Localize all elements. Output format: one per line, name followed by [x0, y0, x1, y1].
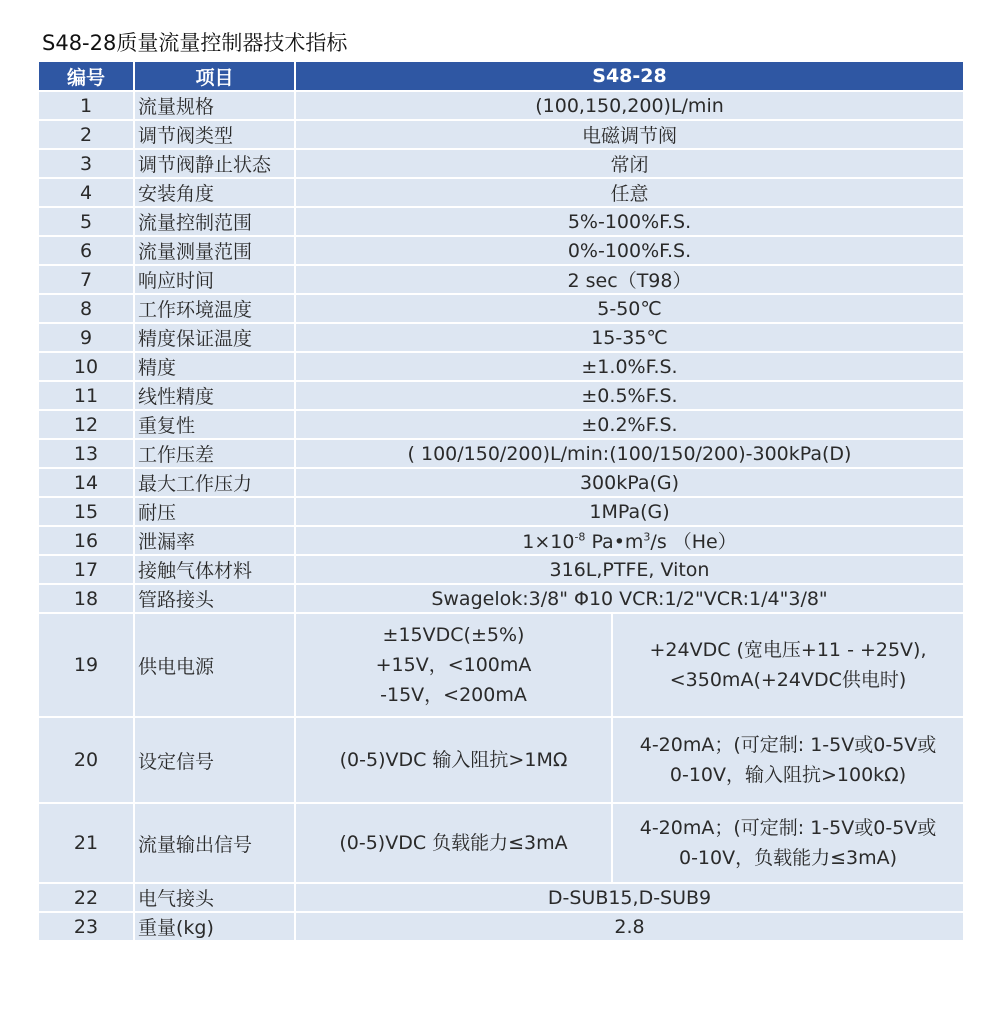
table-row — [38, 265, 964, 294]
row-number: 14 — [38, 468, 134, 497]
row-item: 响应时间 — [134, 265, 295, 294]
row-value: 5-50℃ — [295, 294, 964, 323]
row-value: ( 100/150/200)L/min:(100/150/200)-300kPa(D) — [295, 439, 964, 468]
table-row — [38, 439, 964, 468]
row-number: 21 — [38, 803, 134, 883]
table-row — [38, 803, 964, 883]
value-line: 0-10V，输入阻抗>100kΩ) — [669, 764, 907, 786]
value-line: +24VDC (宽电压+11 - +25V), — [649, 639, 927, 661]
row-number: 9 — [38, 323, 134, 352]
row-item: 重量(kg) — [134, 912, 295, 941]
row-value: 2.8 — [295, 912, 964, 941]
row-item: 流量规格 — [134, 91, 295, 120]
row-number: 4 — [38, 178, 134, 207]
row-value: (100,150,200)L/min — [295, 91, 964, 120]
row-item: 流量控制范围 — [134, 207, 295, 236]
row-value-left — [295, 717, 612, 803]
table-row — [38, 584, 964, 613]
value-line: 4-20mA；(可定制: 1-5V或0-5V或 — [639, 817, 937, 839]
row-number: 15 — [38, 497, 134, 526]
row-value: 15-35℃ — [295, 323, 964, 352]
row-value-right — [612, 613, 964, 717]
leak-rate-unit: Pa•m — [585, 531, 644, 553]
row-number: 23 — [38, 912, 134, 941]
table-header-row — [38, 61, 964, 91]
row-value: ±0.5%F.S. — [295, 381, 964, 410]
header-number: 编号 — [38, 61, 134, 91]
row-number: 12 — [38, 410, 134, 439]
header-item: 项目 — [134, 61, 295, 91]
row-number: 20 — [38, 717, 134, 803]
row-number: 19 — [38, 613, 134, 717]
row-value: Swagelok:3/8" Φ10 VCR:1/2"VCR:1/4"3/8" — [295, 584, 964, 613]
page-title: S48-28质量流量控制器技术指标 — [42, 31, 348, 55]
leak-rate-exponent: -8 — [574, 530, 586, 544]
table-row — [38, 883, 964, 912]
row-value: ±1.0%F.S. — [295, 352, 964, 381]
leak-rate-suffix: /s （He） — [650, 531, 737, 553]
row-number: 11 — [38, 381, 134, 410]
row-item: 供电电源 — [134, 613, 295, 717]
leak-rate-base: 1×10 — [522, 531, 575, 553]
table-row — [38, 526, 964, 555]
row-item: 泄漏率 — [134, 526, 295, 555]
value-line: 4-20mA；(可定制: 1-5V或0-5V或 — [639, 734, 937, 756]
row-item: 安装角度 — [134, 178, 295, 207]
table-row — [38, 717, 964, 803]
row-item: 精度保证温度 — [134, 323, 295, 352]
row-value: D-SUB15,D-SUB9 — [295, 883, 964, 912]
row-item: 接触气体材料 — [134, 555, 295, 584]
row-item: 线性精度 — [134, 381, 295, 410]
table-row — [38, 178, 964, 207]
row-item: 流量输出信号 — [134, 803, 295, 883]
table-row — [38, 410, 964, 439]
row-item: 耐压 — [134, 497, 295, 526]
table-row — [38, 149, 964, 178]
row-value: 0%-100%F.S. — [295, 236, 964, 265]
row-item: 调节阀静止状态 — [134, 149, 295, 178]
row-value-left — [295, 803, 612, 883]
row-number: 7 — [38, 265, 134, 294]
row-value: 316L,PTFE, Viton — [295, 555, 964, 584]
table-row — [38, 352, 964, 381]
value-line: -15V，<200mA — [380, 684, 527, 706]
row-value-left — [295, 613, 612, 717]
table-row — [38, 912, 964, 941]
table-row — [38, 613, 964, 717]
row-value — [295, 526, 964, 555]
row-item: 重复性 — [134, 410, 295, 439]
table-row — [38, 120, 964, 149]
row-item: 设定信号 — [134, 717, 295, 803]
row-item: 电气接头 — [134, 883, 295, 912]
row-number: 8 — [38, 294, 134, 323]
table-row — [38, 381, 964, 410]
row-item: 调节阀类型 — [134, 120, 295, 149]
row-value: 5%-100%F.S. — [295, 207, 964, 236]
row-number: 2 — [38, 120, 134, 149]
value-line: <350mA(+24VDC供电时) — [669, 669, 907, 691]
row-value: 1MPa(G) — [295, 497, 964, 526]
leak-rate-unit-exponent: 3 — [643, 530, 651, 544]
row-value: 2 sec（T98） — [295, 265, 964, 294]
row-value: 300kPa(G) — [295, 468, 964, 497]
row-number: 6 — [38, 236, 134, 265]
value-line: +15V，<100mA — [375, 654, 532, 676]
table-row — [38, 207, 964, 236]
row-value: ±0.2%F.S. — [295, 410, 964, 439]
row-value: 常闭 — [295, 149, 964, 178]
row-number: 13 — [38, 439, 134, 468]
row-number: 10 — [38, 352, 134, 381]
row-item: 工作压差 — [134, 439, 295, 468]
row-number: 3 — [38, 149, 134, 178]
row-number: 16 — [38, 526, 134, 555]
row-item: 流量测量范围 — [134, 236, 295, 265]
table-row — [38, 236, 964, 265]
table-row — [38, 497, 964, 526]
table-row — [38, 294, 964, 323]
header-value: S48-28 — [295, 61, 964, 91]
table-row — [38, 323, 964, 352]
row-item: 最大工作压力 — [134, 468, 295, 497]
row-value-right — [612, 717, 964, 803]
row-item: 管路接头 — [134, 584, 295, 613]
spec-table — [37, 60, 965, 942]
value-line: 0-10V，负载能力≤3mA) — [678, 847, 898, 869]
row-value-right — [612, 803, 964, 883]
value-line: (0-5)VDC 输入阻抗>1MΩ — [339, 749, 568, 771]
row-number: 1 — [38, 91, 134, 120]
value-line: (0-5)VDC 负载能力≤3mA — [339, 832, 568, 854]
row-number: 18 — [38, 584, 134, 613]
row-value: 电磁调节阀 — [295, 120, 964, 149]
table-row — [38, 468, 964, 497]
row-number: 17 — [38, 555, 134, 584]
table-row — [38, 555, 964, 584]
table-row — [38, 91, 964, 120]
row-item: 工作环境温度 — [134, 294, 295, 323]
row-item: 精度 — [134, 352, 295, 381]
value-line: ±15VDC(±5%) — [382, 624, 525, 646]
row-value: 任意 — [295, 178, 964, 207]
row-number: 5 — [38, 207, 134, 236]
row-number: 22 — [38, 883, 134, 912]
